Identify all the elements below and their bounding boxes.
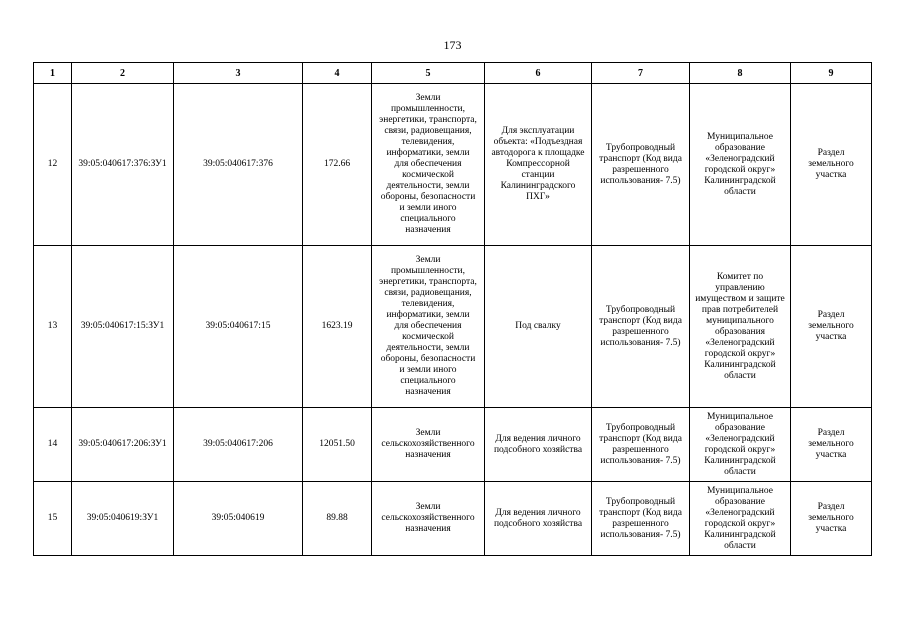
row-number: 12: [34, 84, 72, 246]
formation-method: Раздел земельного участка: [791, 84, 872, 246]
table-row: [34, 482, 872, 556]
column-header: 6: [485, 63, 592, 84]
owner: Комитет по управлению имуществом и защите прав потребителей муниципального образования «Зеленоградский городской округ» Калининградской области: [690, 246, 791, 408]
new-plot-id: 39:05:040617:15:ЗУ1: [72, 246, 174, 408]
owner: Муниципальное образование «Зеленоградский городской округ» Калининградской области: [690, 84, 791, 246]
row-number: 14: [34, 408, 72, 482]
current-use: Под свалку: [485, 246, 592, 408]
column-header: 5: [372, 63, 485, 84]
formation-method: Раздел земельного участка: [791, 408, 872, 482]
permitted-use: Трубопроводный транспорт (Код вида разрешенного использования- 7.5): [592, 482, 690, 556]
permitted-use: Трубопроводный транспорт (Код вида разрешенного использования- 7.5): [592, 84, 690, 246]
row-number: 15: [34, 482, 72, 556]
table-row: [34, 408, 872, 482]
land-category: Земли сельскохозяйственного назначения: [372, 408, 485, 482]
table-header-row: [34, 63, 872, 84]
row-number: 13: [34, 246, 72, 408]
source-plot-id: 39:05:040617:15: [174, 246, 303, 408]
current-use: Для ведения личного подсобного хозяйства: [485, 408, 592, 482]
owner: Муниципальное образование «Зеленоградский городской округ» Калининградской области: [690, 482, 791, 556]
column-header: 2: [72, 63, 174, 84]
column-header: 8: [690, 63, 791, 84]
current-use: Для эксплуатации объекта: «Подъездная автодорога к площадке Компрессорной станции Калининградского ПХГ»: [485, 84, 592, 246]
plot-area: 172.66: [303, 84, 372, 246]
plot-area: 1623.19: [303, 246, 372, 408]
column-header: 1: [34, 63, 72, 84]
permitted-use: Трубопроводный транспорт (Код вида разрешенного использования- 7.5): [592, 246, 690, 408]
formation-method: Раздел земельного участка: [791, 482, 872, 556]
new-plot-id: 39:05:040619:ЗУ1: [72, 482, 174, 556]
source-plot-id: 39:05:040617:206: [174, 408, 303, 482]
column-header: 9: [791, 63, 872, 84]
new-plot-id: 39:05:040617:376:ЗУ1: [72, 84, 174, 246]
new-plot-id: 39:05:040617:206:ЗУ1: [72, 408, 174, 482]
land-category: Земли промышленности, энергетики, транспорта, связи, радиовещания, телевидения, информатики, земли для обеспечения космической деятельности, земли обороны, безопасности и земли иного специального назначения: [372, 84, 485, 246]
land-category: Земли сельскохозяйственного назначения: [372, 482, 485, 556]
plot-area: 12051.50: [303, 408, 372, 482]
column-header: 3: [174, 63, 303, 84]
page-number: 173: [443, 38, 462, 52]
owner: Муниципальное образование «Зеленоградский городской округ» Калининградской области: [690, 408, 791, 482]
table-row: [34, 246, 872, 408]
plot-area: 89.88: [303, 482, 372, 556]
formation-method: Раздел земельного участка: [791, 246, 872, 408]
source-plot-id: 39:05:040619: [174, 482, 303, 556]
permitted-use: Трубопроводный транспорт (Код вида разрешенного использования- 7.5): [592, 408, 690, 482]
source-plot-id: 39:05:040617:376: [174, 84, 303, 246]
land-category: Земли промышленности, энергетики, транспорта, связи, радиовещания, телевидения, информатики, земли для обеспечения космической деятельности, земли обороны, безопасности и земли иного специального назначения: [372, 246, 485, 408]
column-header: 4: [303, 63, 372, 84]
current-use: Для ведения личного подсобного хозяйства: [485, 482, 592, 556]
table-row: [34, 84, 872, 246]
land-plots-table: [33, 62, 872, 556]
column-header: 7: [592, 63, 690, 84]
